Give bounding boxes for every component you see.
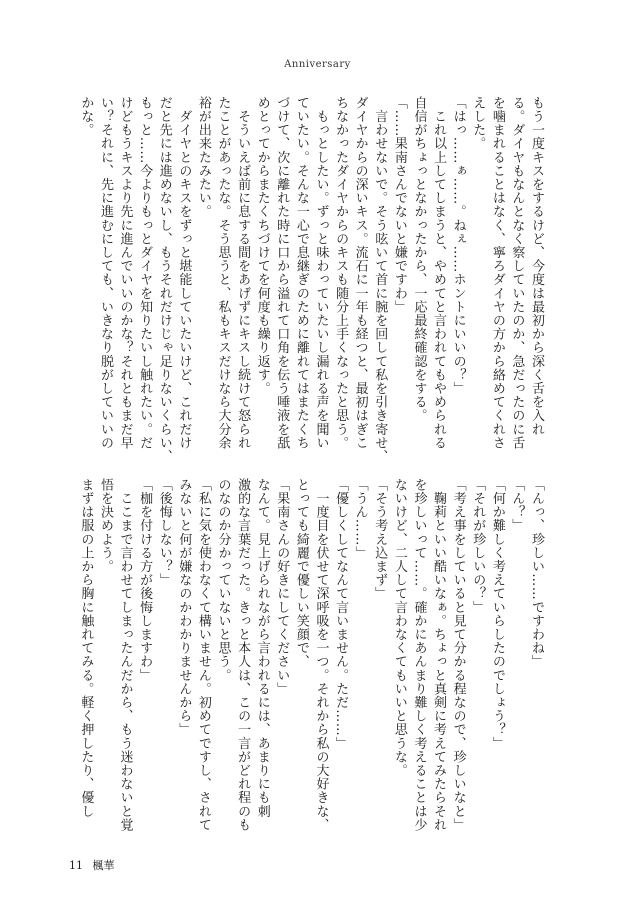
text-line: づけて、次に離れた時に口から溢れて口角を伝う唾液を舐 [274,96,290,450]
text-line: けどもうキスより先に進んでいいのかな？それともまだ早 [117,96,133,450]
text-line: 「はっ……ぁ……。ねぇ……ホントにいいの？」 [450,96,466,396]
text-line: なんて。見上げられながら言われるには、あまりにも刺 [254,478,270,818]
text-line: 「うん……」 [352,478,368,560]
text-line: これ以上してしまうと、やめてと言われてもやめられる [431,96,447,450]
text-line: もう一度キスをするけど、今度は最初から深く舌を入れ [529,96,544,436]
page-number: 11 [69,859,83,872]
text-line: のなのか分かっていないと思う。 [215,478,231,682]
text-line: みないと何が嫌なのかわかりませんから」 [176,478,192,737]
text-line: ここまで言わせてしまったんだから、もう迷わないと覚 [117,478,133,832]
text-line: 「後悔しない？」 [156,478,172,587]
text-line: 「……果南さんでないと嫌ですわ」 [391,96,407,314]
text-line: 「枷を付ける方が後悔しますわ」 [137,478,153,682]
text-line: ダイヤからの深いキス。流石に一年も経つと、最初はぎこ [352,96,368,450]
text-line: を噛まれることはなく、寧ろダイヤの方から絡めてくれさ [489,96,505,450]
text-line: い？それに、先に進むにしても、いきなり脱がしていいの [97,96,113,450]
text-line: 「ん？」 [509,478,525,533]
text-line: だと先には進めないし、もうそれだけじゃ足りないくらい、 [156,96,172,464]
text-line: 「そう考え込まず」 [372,478,388,601]
text-line: 言わせないで。そう呟いて首に腕を回して私を引き寄せ、 [372,96,388,464]
text-line: まずは服の上から胸に触れてみる。軽く押したり、優し [78,478,94,818]
text-line: えした。 [470,96,486,151]
text-line: 悟を決めよう。 [97,478,113,574]
text-line: かな。 [78,96,94,137]
text-line: ダイヤとのキスをずっと堪能していたいけど、これだけ [176,96,192,450]
text-line: ないけど、二人して言わなくてもいいと思うな。 [391,478,407,778]
text-line: ちなかったダイヤからのキスも随分上手くなったと思う。 [333,96,349,450]
text-line: 鞠莉といい酷いなぁ。ちょっと真剣に考えてみたらそれ [431,478,447,832]
text-line: 自信がちょっとなかったから、一応最終確認をする。 [411,96,427,423]
text-line: 「私に気を使わなくて構いません。初めてですし、されて [195,478,211,832]
text-line: 激的な言葉だった。きっと本人は、この一言がどれ程のも [235,478,251,832]
text-line: 「何か難しく考えていらしたのでしょう？」 [489,478,505,750]
text-line: を珍しいって……。確かにあんまり難しく考えることは少 [411,478,427,832]
text-line: 「果南さんの好きにしてください」 [274,478,290,696]
text-line: 「それが珍しいの？」 [470,478,486,614]
text-line: る。ダイヤもなんとなく察していたのか、急だったのに舌 [509,96,525,450]
page-footer [69,857,115,873]
text-line: めとってからまたくちづけてを何度も繰り返す。 [254,96,270,396]
running-header: Anniversary [284,59,351,70]
text-line: 一度目を伏せて深呼吸を一つ。それから私の大好きな、 [313,478,329,832]
text-line: そういえば前に息する間をあげずにキスし続けて怒られ [235,96,251,450]
text-line: 「んっ、珍しい……ですわね」 [529,478,544,669]
text-line: 「考え事をしていると見て分かる程なので、珍しいなと」 [450,478,466,832]
upper-text-block [78,96,546,466]
text-line: もっと……今よりもっとダイヤを知りたいし触れたい。だ [137,96,153,450]
text-line: ていたい。そんな一心で息継ぎのために離れてはまたくち [293,96,309,450]
lower-text-block [78,478,546,848]
text-line: もっとしたい。ずっと味わっていたいし漏れる声を聞い [313,96,329,450]
author-name: 楓華 [92,859,115,872]
text-line: とっても綺麗で優しい笑顔で、 [293,478,309,669]
text-line: 「優しくしてなんて言いません。ただ……」 [333,478,349,750]
text-line: 裕が出来たみたい。 [195,96,211,219]
text-line: たことがあったな。そう思うと、私もキスだけなら大分余 [215,96,231,450]
